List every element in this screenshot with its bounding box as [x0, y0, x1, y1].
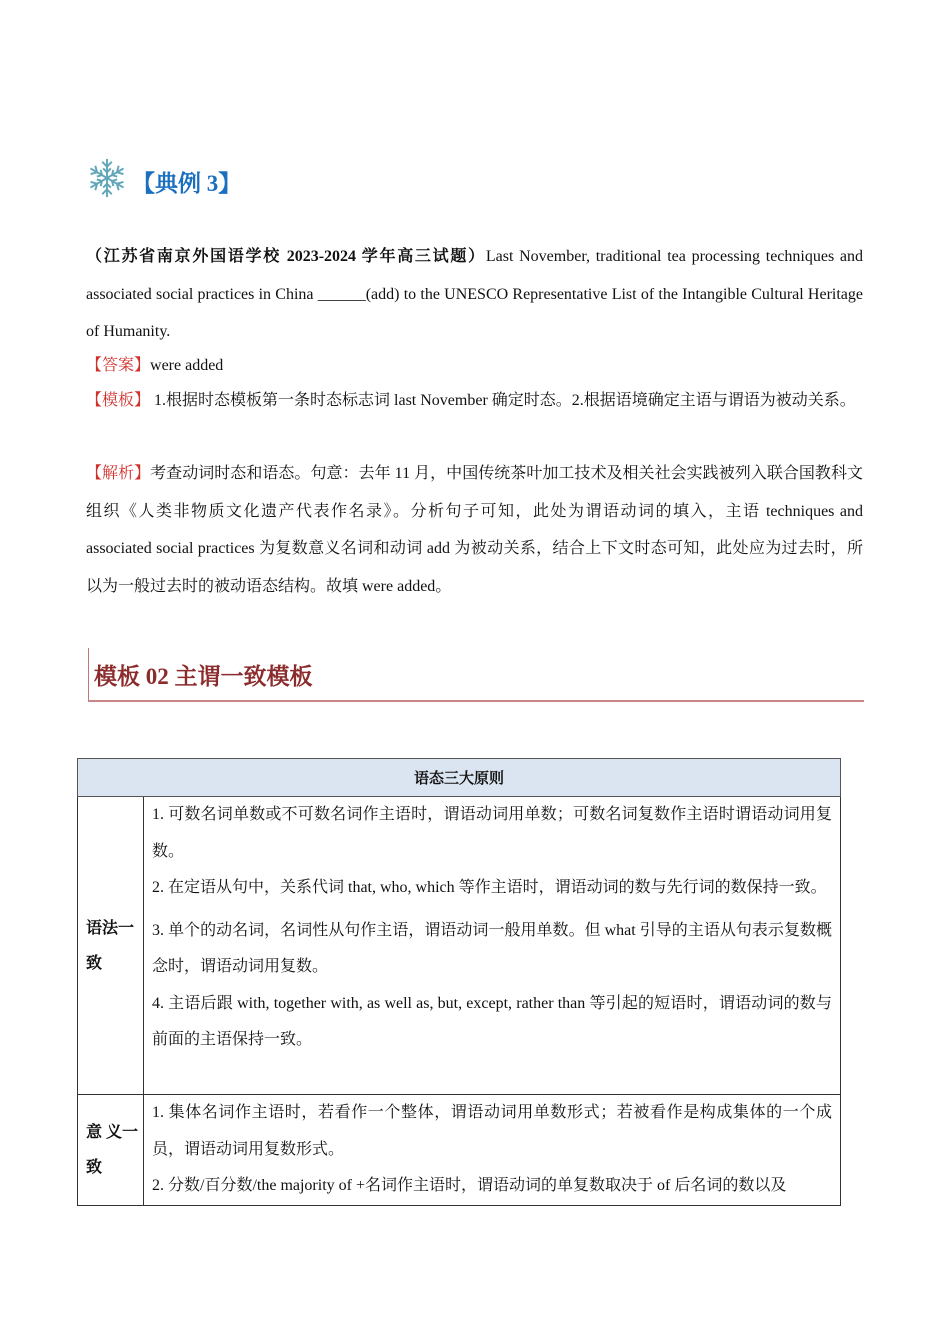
analysis-paragraph: [86, 455, 863, 605]
question-source: （江苏省南京外国语学校 2023-2024 学年高三试题）: [86, 248, 486, 265]
rule-item: 2. 分数/百分数/the majority of +名词作主语时，谓语动词的单复数取决于 of 后名词的数以及: [152, 1177, 787, 1194]
section-title: 模板 02 主谓一致模板: [94, 664, 313, 689]
table-row: [78, 1095, 841, 1206]
row-content: [144, 797, 841, 1095]
template-label: 【模板】: [86, 392, 151, 409]
table-header: 语态三大原则: [78, 759, 841, 797]
answer-label: 【答案】: [86, 357, 151, 374]
example-title: 【典例 3】: [132, 170, 242, 196]
snowflake-icon: [86, 156, 128, 200]
rule-item: 2. 在定语从句中，关系代词 that, who, which 等作主语时，谓语动词的数与先行词的数保持一致。: [152, 879, 827, 896]
template-text: 1.根据时态模板第一条时态标志词 last November 确定时态。2.根据语境确定主语与谓语为被动关系。: [150, 392, 856, 409]
rule-item: 4. 主语后跟 with, together with, as well as, but, except, rather than 等引起的短语时，谓语动词的数与前面的主语保持一致。: [152, 994, 832, 1048]
analysis-text: 考查动词时态和语态。句意：去年 11 月，中国传统茶叶加工技术及相关社会实践被列入联合国教科文组织《人类非物质文化遗产代表作名录》。分析句子可知，此处为谓语动词的填入，主语 techniques and associated social practices 为复数意义名词和动词 add 为被动关系，结合上下文时态可知，此处应为过去时，所以为一般过去时的被动语态结构。故填 were added。: [86, 465, 863, 595]
section-heading: [88, 648, 864, 702]
example-heading: [86, 156, 241, 200]
question-paragraph: [86, 238, 863, 351]
table-row: [78, 797, 841, 1095]
rule-item: 1. 可数名词单数或不可数名词作主语时，谓语动词用单数；可数名词复数作主语时谓语动词用复数。: [152, 806, 832, 860]
question-text: Last November, traditional tea processing techniques and associated social practices in China ______(add) to the UNESCO Representative List of the Intangible Cultural Heritage of Humanity.: [86, 248, 863, 340]
answer-text: were added: [150, 357, 224, 374]
row-label: 语法一致: [78, 797, 144, 1095]
analysis-label: 【解析】: [86, 465, 151, 482]
row-label: 意 义一致: [78, 1095, 144, 1206]
rule-item: 1. 集体名词作主语时，若看作一个整体，谓语动词用单数形式；若被看作是构成集体的一个成员，谓语动词用复数形式。: [152, 1104, 832, 1158]
rule-item: 3. 单个的动名词，名词性从句作主语，谓语动词一般用单数。但 what 引导的主语从句表示复数概念时，谓语动词用复数。: [152, 921, 832, 975]
answer-paragraph: [86, 347, 863, 385]
row-content: [144, 1095, 841, 1206]
rules-table: [77, 758, 841, 1206]
template-paragraph: [86, 382, 863, 420]
